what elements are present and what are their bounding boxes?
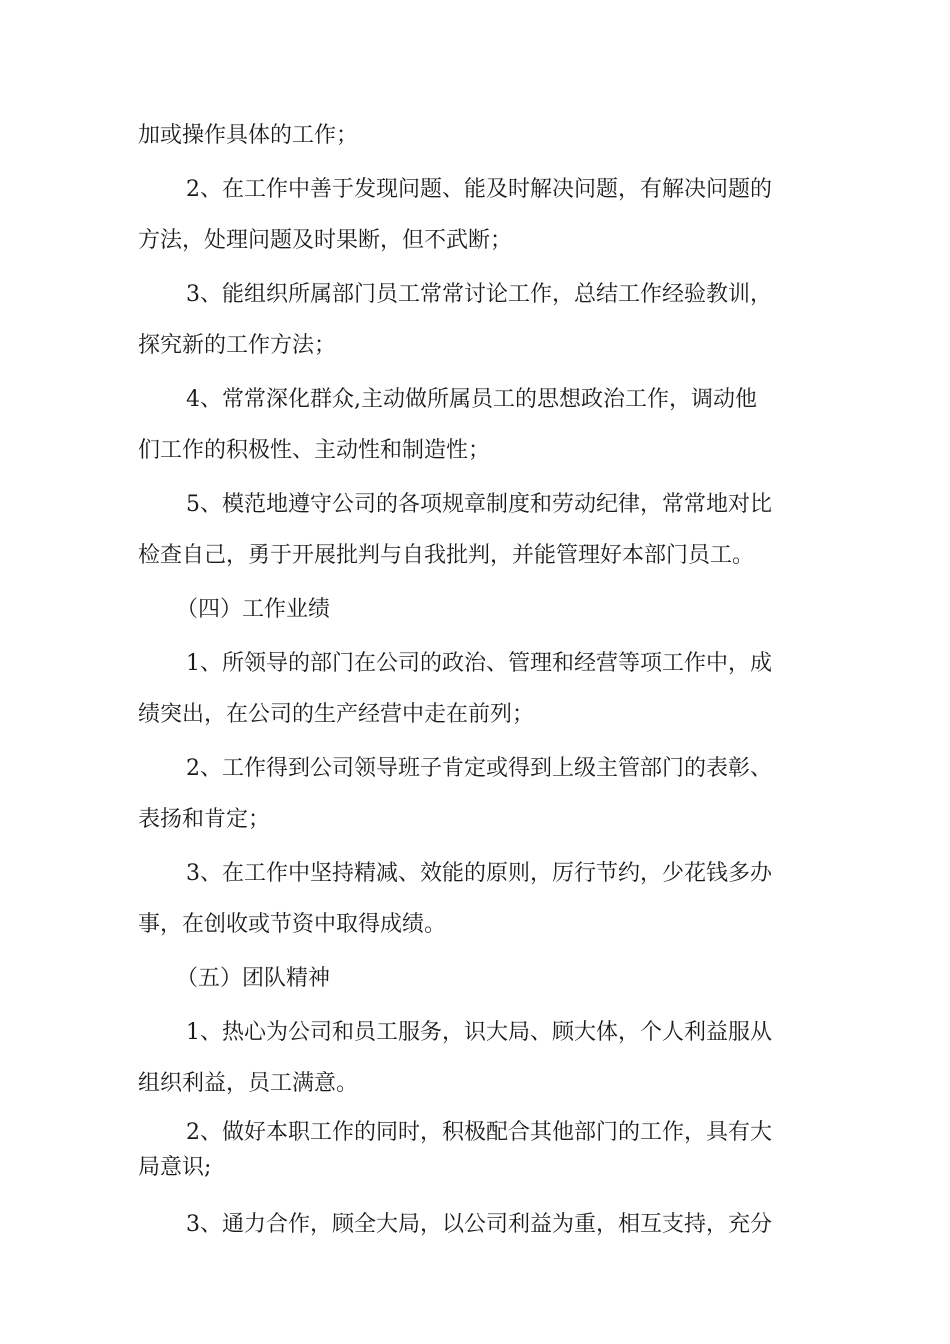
text-line: 绩突出，在公司的生产经营中走在前列； [138,702,535,727]
text-line: 事，在创收或节资中取得成绩。 [138,912,447,937]
section-heading: （四）工作业绩 [176,597,331,622]
paragraph-team-1 [138,1007,818,1109]
paragraph-team-2 [138,1115,818,1185]
text-line: 1、热心为公司和员工服务，识大局、顾大体，个人利益服从 [186,1020,772,1045]
paragraph-item-3 [138,269,818,371]
text-line: 方法，处理问题及时果断，但不武断； [138,228,513,253]
document-body [138,110,818,1250]
section-heading: （五）团队精神 [176,966,331,991]
text-line: 2、做好本职工作的同时，积极配合其他部门的工作，具有大 [186,1120,772,1145]
paragraph-performance-2 [138,743,818,845]
paragraph-team-3 [138,1199,818,1250]
text-line: 检查自己，勇于开展批判与自我批判，并能管理好本部门员工。 [138,543,755,568]
text-line: 组织利益，员工满意。 [138,1071,359,1096]
text-line: 5、模范地遵守公司的各项规章制度和劳动纪律，常常地对比 [186,492,772,517]
text-line: 2、在工作中善于发现问题、能及时解决问题，有解决问题的 [186,177,772,202]
text-line: 3、能组织所属部门员工常常讨论工作，总结工作经验教训， [186,282,772,307]
text-line: 3、通力合作，顾全大局，以公司利益为重，相互支持，充分 [186,1212,772,1237]
text-line: 局意识; [138,1155,212,1180]
paragraph-continuation [138,110,818,161]
paragraph-item-2 [138,164,818,266]
text-line: 们工作的积极性、主动性和制造性； [138,438,491,463]
text-line: 4、常常深化群众,主动做所属员工的思想政治工作，调动他 [186,387,757,412]
paragraph-performance-3 [138,848,818,950]
text-line: 1、所领导的部门在公司的政治、管理和经营等项工作中，成 [186,651,772,676]
section-heading-team-spirit [138,953,818,1004]
section-heading-performance [138,584,818,635]
paragraph-performance-1 [138,638,818,740]
paragraph-item-4 [138,374,818,476]
text-line: 加或操作具体的工作； [138,123,359,148]
text-line: 2、工作得到公司领导班子肯定或得到上级主管部门的表彰、 [186,756,772,781]
paragraph-item-5 [138,479,818,581]
text-line: 表扬和肯定； [138,807,271,832]
text-line: 3、在工作中坚持精减、效能的原则，厉行节约，少花钱多办 [186,861,772,886]
text-line: 探究新的工作方法； [138,333,337,358]
